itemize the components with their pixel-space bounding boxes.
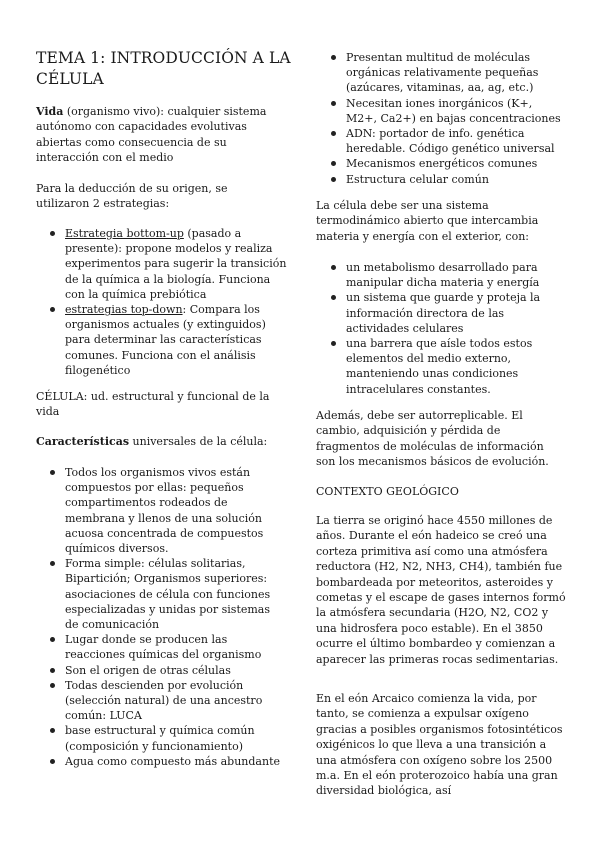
characteristics-list-continued (346, 50, 566, 187)
list-item: una barrera que aísle todos estos elementos del medio externo, manteniendo unas condiciones intracelulares constantes. (346, 336, 566, 397)
list-item: Forma simple: células solitarias, Bipartición; Organismos superiores: asociaciones de célula con funciones especializadas y unidas por sistemas de comunicación (65, 556, 285, 632)
strategy-text: (pasado a presente): propone modelos y realiza experimentos para sugerir la transición de la química a la biología. Funciona con la química prebiótica (65, 227, 287, 301)
caracteristicas-term: Características (36, 435, 130, 448)
list-item: Todos los organismos vivos están compuestos por ellas: pequeños compartimentos rodeados de membrana y llenos de una solución acuosa concentrada de compuestos químicos diversos. (65, 465, 285, 556)
page-title: TEMA 1: INTRODUCCIÓN A LA CÉLULA (36, 49, 291, 88)
list-item: un sistema que guarde y proteja la información directora de las actividades celulares (346, 290, 566, 336)
sistema-paragraph: La célula debe ser una sistema termodinámico abierto que intercambia materia y energía con el exterior, con: (316, 199, 539, 243)
caracteristicas-heading (36, 434, 286, 449)
list-item: Necesitan iones inorgánicos (K+, M2+, Ca2+) en bajas concentraciones (346, 96, 566, 126)
vida-text: (organismo vivo): cualquier sistema autónomo con capacidades evolutivas abiertas como consecuencia de su interacción con el medio (36, 105, 267, 165)
tierra-paragraph: La tierra se originó hace 4550 millones de años. Durante el eón hadeico se creó una corteza primitiva así como una atmósfera reductora (H2, N2, NH3, CH4), también fue bombardeada por meteoritos, asteroides y cometas y el escape de gases internos formó la atmósfera secundaria (H2O, N2, CO2 y una hidrosfera poco estable). En el 3850 ocurre el último bombardeo y comienzan a aparecer las primeras rocas sedimentarias. (316, 514, 566, 666)
autorreplicable-paragraph: Además, debe ser autorreplicable. El cambio, adquisición y pérdida de fragmentos de moléculas de información son los mecanismos básicos de evolución. (316, 409, 549, 469)
list-item (65, 302, 287, 378)
deduccion-paragraph: Para la deducción de su origen, se utilizaron 2 estrategias: (36, 182, 228, 211)
section-heading-contexto: CONTEXTO GEOLÓGICO (316, 485, 459, 498)
arcaico-paragraph: En el eón Arcaico comienza la vida, por tanto, se comienza a expulsar oxígeno gracias a posibles organismos fotosintéticos oxigénicos lo que lleva a una transición a una atmósfera con oxígeno sobre los 2500 m.a. En el eón proterozoico había una gran diversidad biológica, así (316, 692, 563, 798)
strategy-term: estrategias top-down (65, 303, 183, 317)
caracteristicas-text: universales de la célula: (129, 435, 268, 448)
list-item: Todas descienden por evolución (selección natural) de una ancestro común: LUCA (65, 678, 285, 724)
strategy-text: : Compara los organismos actuales (y extinguidos) para determinar las características comunes. Funciona con el análisis filogenético (65, 303, 266, 377)
list-item: base estructural y química común (composición y funcionamiento) (65, 723, 285, 753)
list-item: Lugar donde se producen las reacciones químicas del organismo (65, 632, 285, 662)
list-item: Mecanismos energéticos comunes (346, 156, 566, 171)
vida-definition (36, 104, 286, 166)
characteristics-list (65, 465, 285, 769)
celula-definition: CÉLULA: ud. estructural y funcional de la vida (36, 390, 270, 419)
list-item: ADN: portador de info. genética heredable. Código genético universal (346, 126, 566, 156)
vida-term: Vida (36, 105, 64, 118)
strategy-term: Estrategia bottom-up (65, 227, 184, 240)
list-item: Agua como compuesto más abundante (65, 754, 285, 769)
list-item: Son el origen de otras células (65, 663, 285, 678)
requirements-list (346, 260, 566, 397)
list-item: Presentan multitud de moléculas orgánicas relativamente pequeñas (azúcares, vitaminas, aa, ag, etc.) (346, 50, 566, 96)
list-item (65, 226, 287, 302)
list-item: un metabolismo desarrollado para manipular dicha materia y energía (346, 260, 566, 290)
list-item: Estructura celular común (346, 172, 566, 187)
strategies-list (65, 226, 287, 378)
